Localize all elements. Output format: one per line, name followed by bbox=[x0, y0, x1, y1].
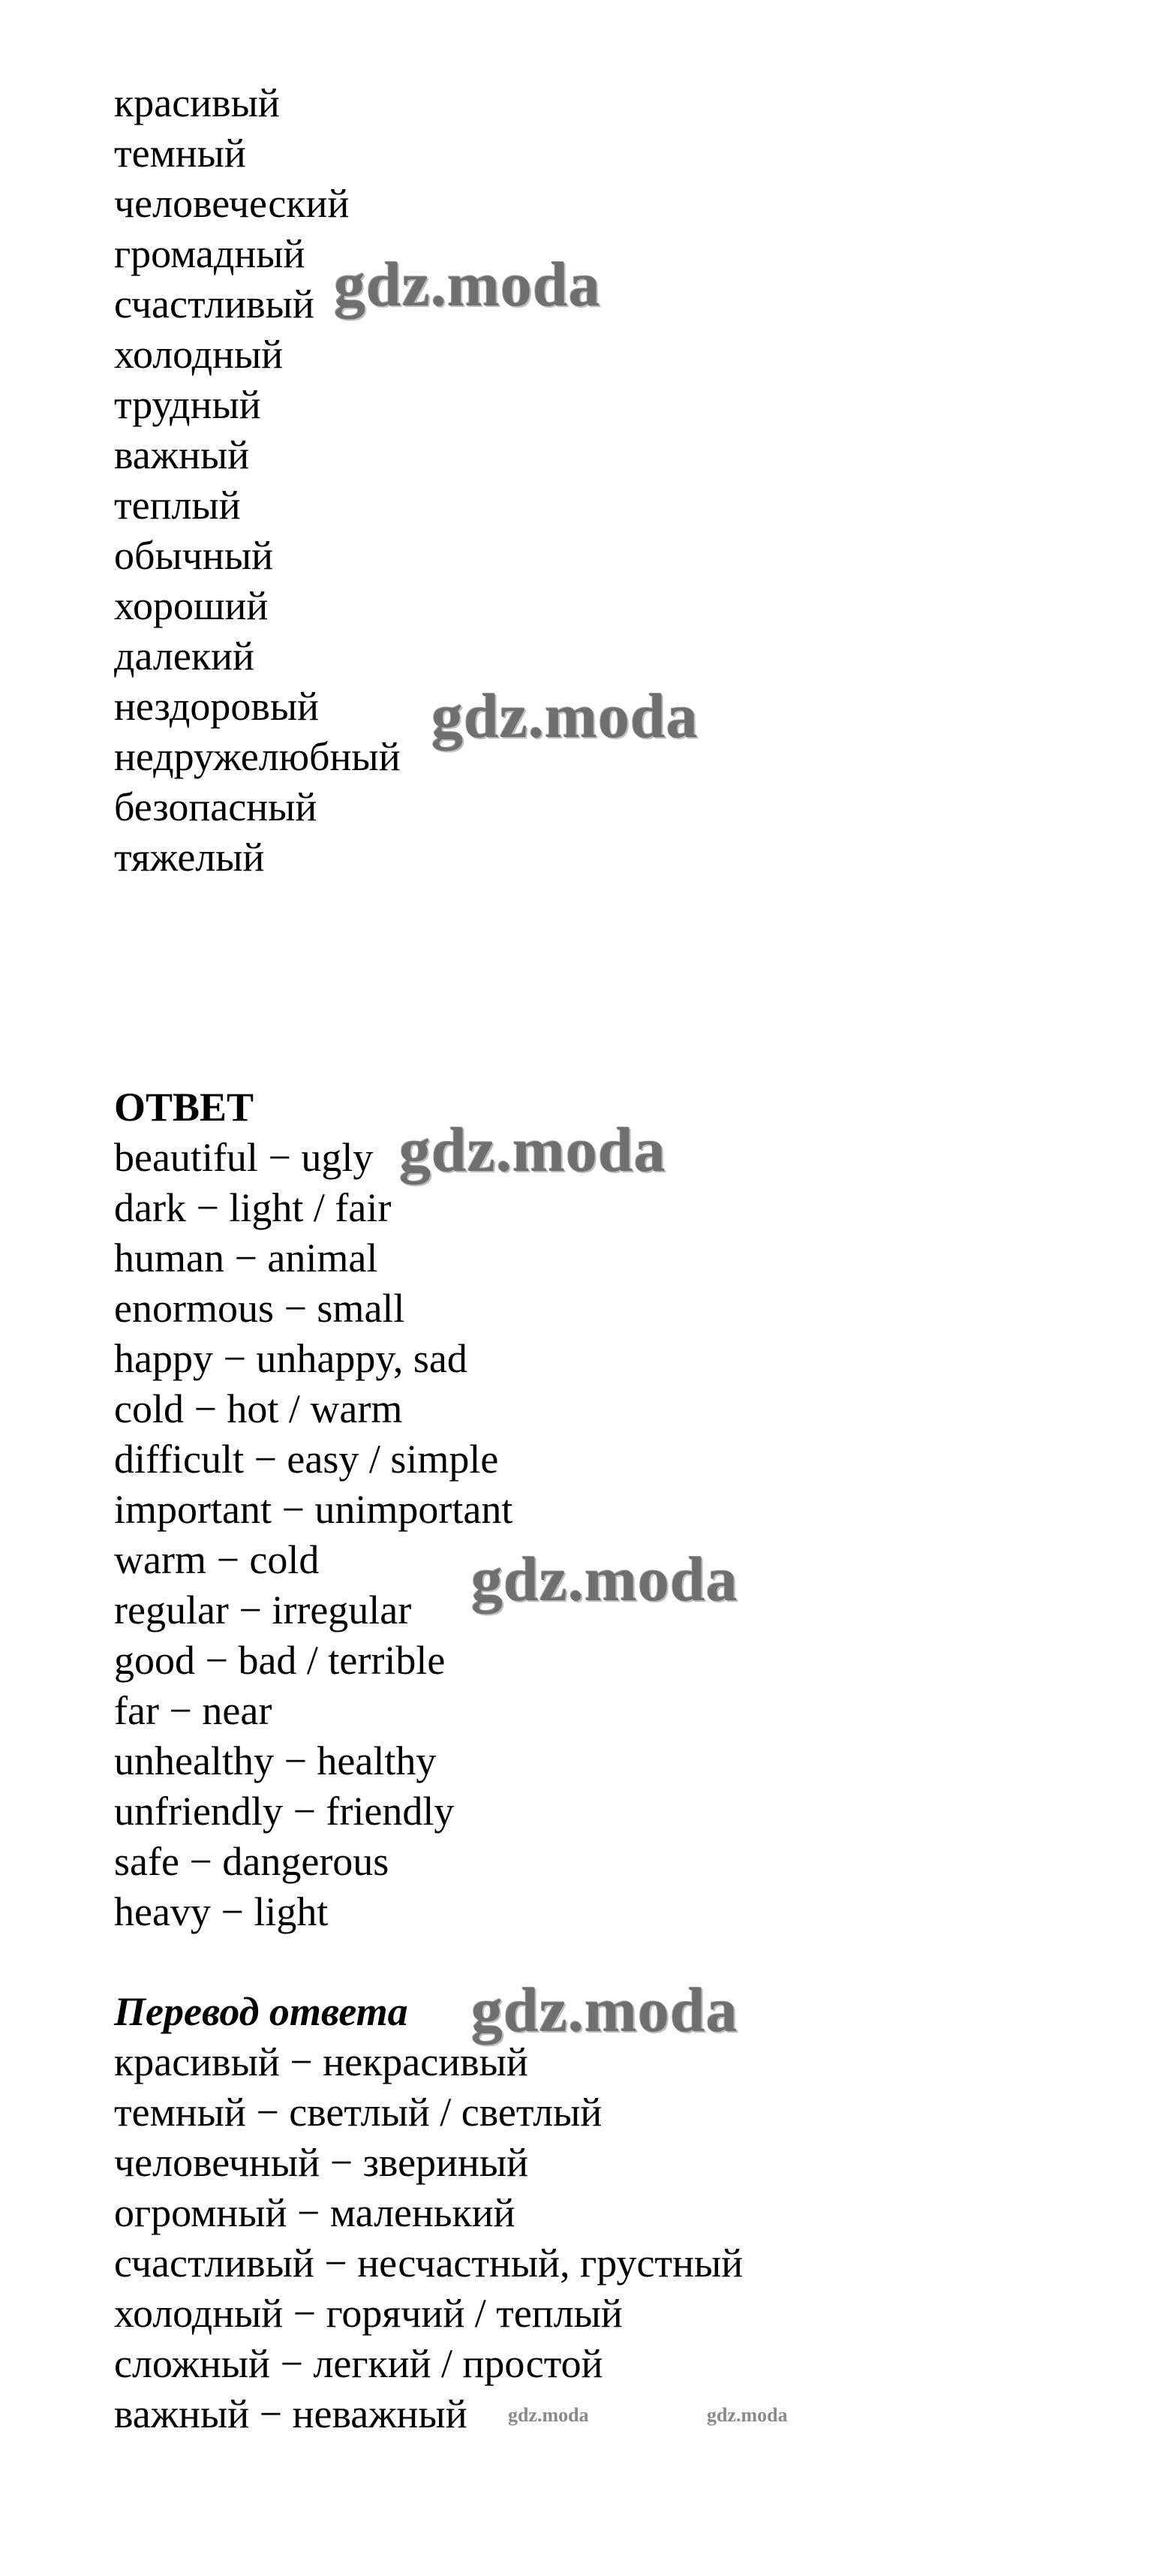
answer-pair: beautiful − ugly bbox=[114, 1135, 374, 1180]
word-item: тяжелый bbox=[114, 835, 265, 880]
word-item: хороший bbox=[114, 583, 269, 628]
answer-pair: important − unimportant bbox=[114, 1487, 513, 1532]
answer-pair: safe − dangerous bbox=[114, 1839, 389, 1884]
word-item: обычный bbox=[114, 533, 273, 578]
answer-pair: enormous − small bbox=[114, 1286, 405, 1331]
answer-pair: dark − light / fair bbox=[114, 1185, 392, 1230]
watermark: gdz.moda bbox=[399, 1115, 666, 1185]
watermark: gdz.moda bbox=[431, 682, 699, 751]
translation-pair: счастливый − несчастный, грустный bbox=[114, 2240, 744, 2286]
word-item: далекий bbox=[114, 633, 254, 679]
answer-pair: unfriendly − friendly bbox=[114, 1789, 455, 1834]
answer-pair: human − animal bbox=[114, 1235, 378, 1280]
watermark: gdz.moda bbox=[471, 1545, 738, 1615]
translation-pair: красивый − некрасивый bbox=[114, 2039, 528, 2084]
translation-heading: Перевод ответа bbox=[114, 1989, 408, 2034]
answer-pair: regular − irregular bbox=[114, 1587, 412, 1633]
word-item: безопасный bbox=[114, 784, 317, 829]
watermark-small: gdz.moda bbox=[707, 2404, 788, 2426]
translation-pair: темный − светлый / светлый bbox=[114, 2090, 603, 2135]
word-item: красивый bbox=[114, 80, 280, 125]
word-item: темный bbox=[114, 131, 246, 176]
answer-pair: good − bad / terrible bbox=[114, 1638, 446, 1683]
word-item: громадный bbox=[114, 231, 305, 276]
watermark: gdz.moda bbox=[334, 250, 601, 320]
translation-pair: сложный − легкий / простой bbox=[114, 2341, 603, 2386]
word-item: холодный bbox=[114, 332, 284, 377]
word-item: человеческий bbox=[114, 181, 350, 226]
word-item: недружелюбный bbox=[114, 734, 401, 779]
translation-pair: холодный − горячий / теплый bbox=[114, 2291, 623, 2336]
word-item: нездоровый bbox=[114, 684, 320, 729]
answer-pair: far − near bbox=[114, 1688, 272, 1733]
answer-pair: happy − unhappy, sad bbox=[114, 1336, 467, 1381]
watermark: gdz.moda bbox=[471, 1976, 738, 2045]
answer-pair: cold − hot / warm bbox=[114, 1386, 403, 1431]
word-item: теплый bbox=[114, 483, 241, 528]
word-item: трудный bbox=[114, 382, 261, 427]
translation-pair: важный − неважный bbox=[114, 2391, 467, 2436]
answer-pair: unhealthy − healthy bbox=[114, 1738, 437, 1783]
translation-pair: человечный − звериный bbox=[114, 2140, 529, 2185]
answer-pair: warm − cold bbox=[114, 1537, 320, 1582]
translation-pair: огромный − маленький bbox=[114, 2190, 515, 2235]
answer-heading: ОТВЕТ bbox=[114, 1085, 254, 1130]
answer-pair: difficult − easy / simple bbox=[114, 1437, 499, 1482]
word-item: важный bbox=[114, 432, 250, 477]
watermark-small: gdz.moda bbox=[508, 2404, 589, 2426]
word-item: счастливый bbox=[114, 281, 314, 327]
answer-pair: heavy − light bbox=[114, 1889, 329, 1934]
